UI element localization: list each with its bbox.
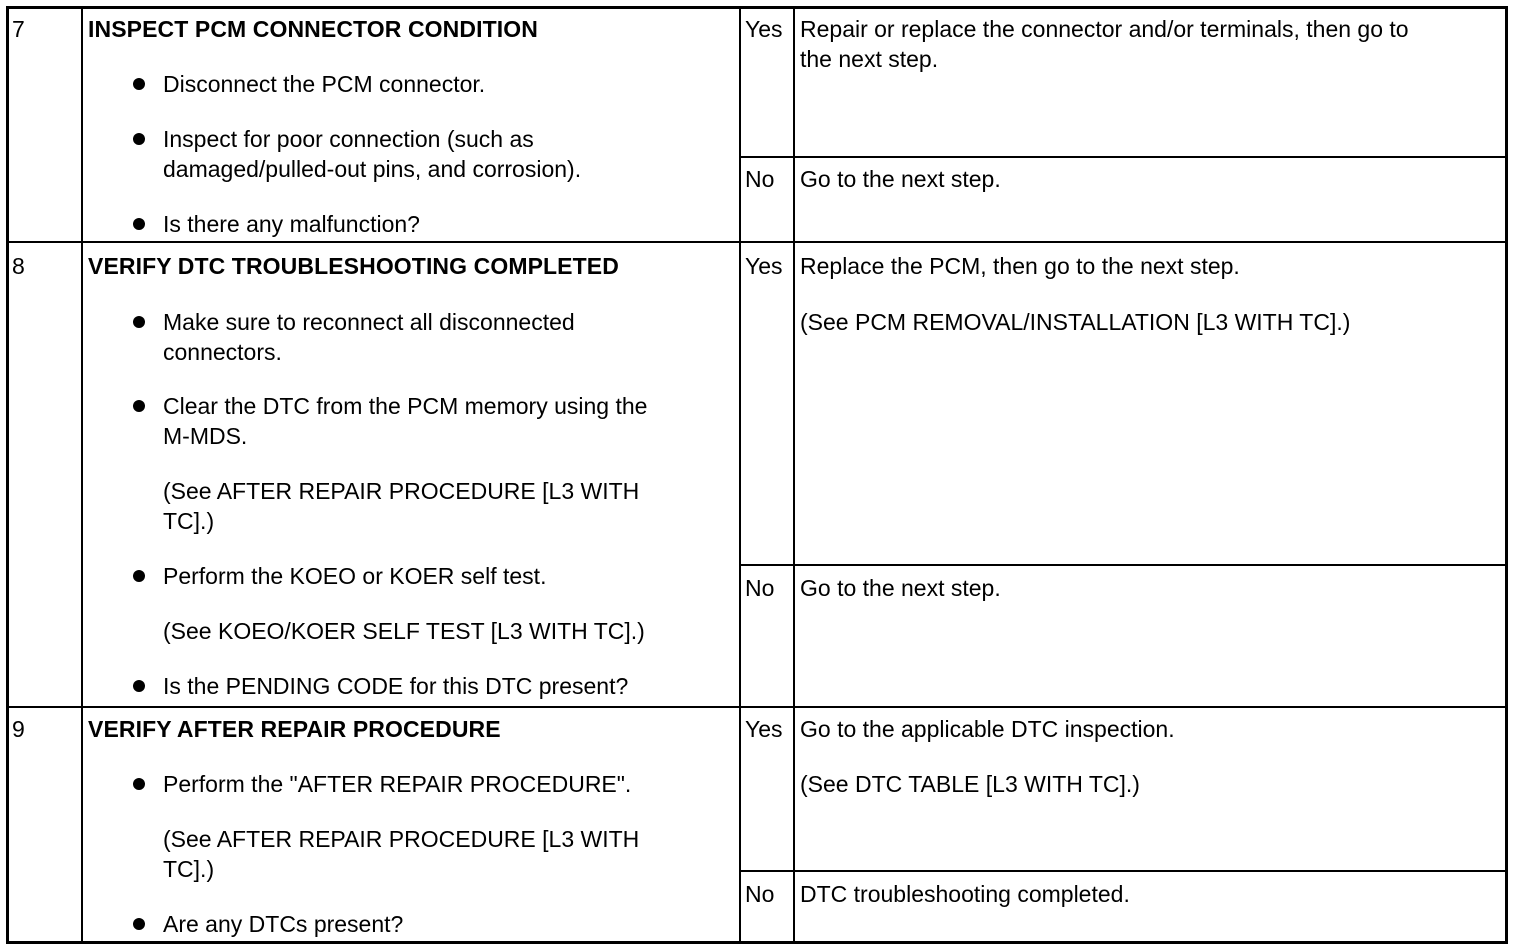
bullet-text: Inspect for poor connection (such as bbox=[163, 126, 534, 152]
reference-note-continued: TC].) bbox=[163, 856, 215, 882]
yes-action: Go to the applicable DTC inspection. bbox=[800, 716, 1175, 742]
bullet-text-continued: connectors. bbox=[163, 339, 282, 365]
yes-reference-note: (See DTC TABLE [L3 WITH TC].) bbox=[800, 771, 1140, 797]
bullet-text: Perform the "AFTER REPAIR PROCEDURE". bbox=[163, 771, 632, 797]
reference-note: (See KOEO/KOER SELF TEST [L3 WITH TC].) bbox=[163, 618, 645, 644]
column-divider-result bbox=[739, 6, 741, 944]
reference-note: (See AFTER REPAIR PROCEDURE [L3 WITH bbox=[163, 826, 640, 852]
bullet-icon bbox=[133, 918, 145, 930]
no-label: No bbox=[745, 166, 775, 192]
no-action: DTC troubleshooting completed. bbox=[800, 881, 1130, 907]
column-divider-action bbox=[793, 6, 795, 944]
bullet-text: Disconnect the PCM connector. bbox=[163, 71, 486, 97]
no-action: Go to the next step. bbox=[800, 575, 1001, 601]
bullet-icon bbox=[133, 78, 145, 90]
bullet-text: Perform the KOEO or KOER self test. bbox=[163, 563, 547, 589]
step-title: VERIFY AFTER REPAIR PROCEDURE bbox=[88, 716, 501, 742]
yes-label: Yes bbox=[745, 716, 783, 742]
yes-action-continued: the next step. bbox=[800, 46, 939, 72]
bullet-text-continued: M-MDS. bbox=[163, 423, 248, 449]
step-number: 8 bbox=[12, 253, 25, 279]
bullet-icon bbox=[133, 400, 145, 412]
bullet-icon bbox=[133, 316, 145, 328]
bullet-icon bbox=[133, 133, 145, 145]
yes-label: Yes bbox=[745, 16, 783, 42]
bullet-icon bbox=[133, 680, 145, 692]
reference-note: (See AFTER REPAIR PROCEDURE [L3 WITH bbox=[163, 478, 640, 504]
bullet-icon bbox=[133, 778, 145, 790]
step-number: 7 bbox=[12, 16, 25, 42]
row-divider-7-8 bbox=[6, 241, 1508, 243]
row9-yes-no-divider bbox=[739, 870, 1508, 872]
column-divider-step bbox=[81, 6, 83, 944]
no-action: Go to the next step. bbox=[800, 166, 1001, 192]
bullet-text: Is there any malfunction? bbox=[163, 211, 420, 237]
row8-yes-no-divider bbox=[739, 564, 1508, 566]
bullet-text: Make sure to reconnect all disconnected bbox=[163, 309, 575, 335]
step-title: VERIFY DTC TROUBLESHOOTING COMPLETED bbox=[88, 253, 619, 279]
bullet-text: Is the PENDING CODE for this DTC present? bbox=[163, 673, 629, 699]
yes-action: Replace the PCM, then go to the next step. bbox=[800, 253, 1240, 279]
bullet-text: Clear the DTC from the PCM memory using the bbox=[163, 393, 648, 419]
no-label: No bbox=[745, 881, 775, 907]
bullet-text-continued: damaged/pulled-out pins, and corrosion). bbox=[163, 156, 582, 182]
reference-note-continued: TC].) bbox=[163, 508, 215, 534]
yes-reference-note: (See PCM REMOVAL/INSTALLATION [L3 WITH TC].) bbox=[800, 309, 1351, 335]
step-title: INSPECT PCM CONNECTOR CONDITION bbox=[88, 16, 538, 42]
row-divider-8-9 bbox=[6, 706, 1508, 708]
yes-label: Yes bbox=[745, 253, 783, 279]
step-number: 9 bbox=[12, 716, 25, 742]
bullet-icon bbox=[133, 218, 145, 230]
bullet-text: Are any DTCs present? bbox=[163, 911, 404, 937]
row7-yes-no-divider bbox=[739, 156, 1508, 158]
bullet-icon bbox=[133, 570, 145, 582]
yes-action: Repair or replace the connector and/or terminals, then go to bbox=[800, 16, 1409, 42]
no-label: No bbox=[745, 575, 775, 601]
